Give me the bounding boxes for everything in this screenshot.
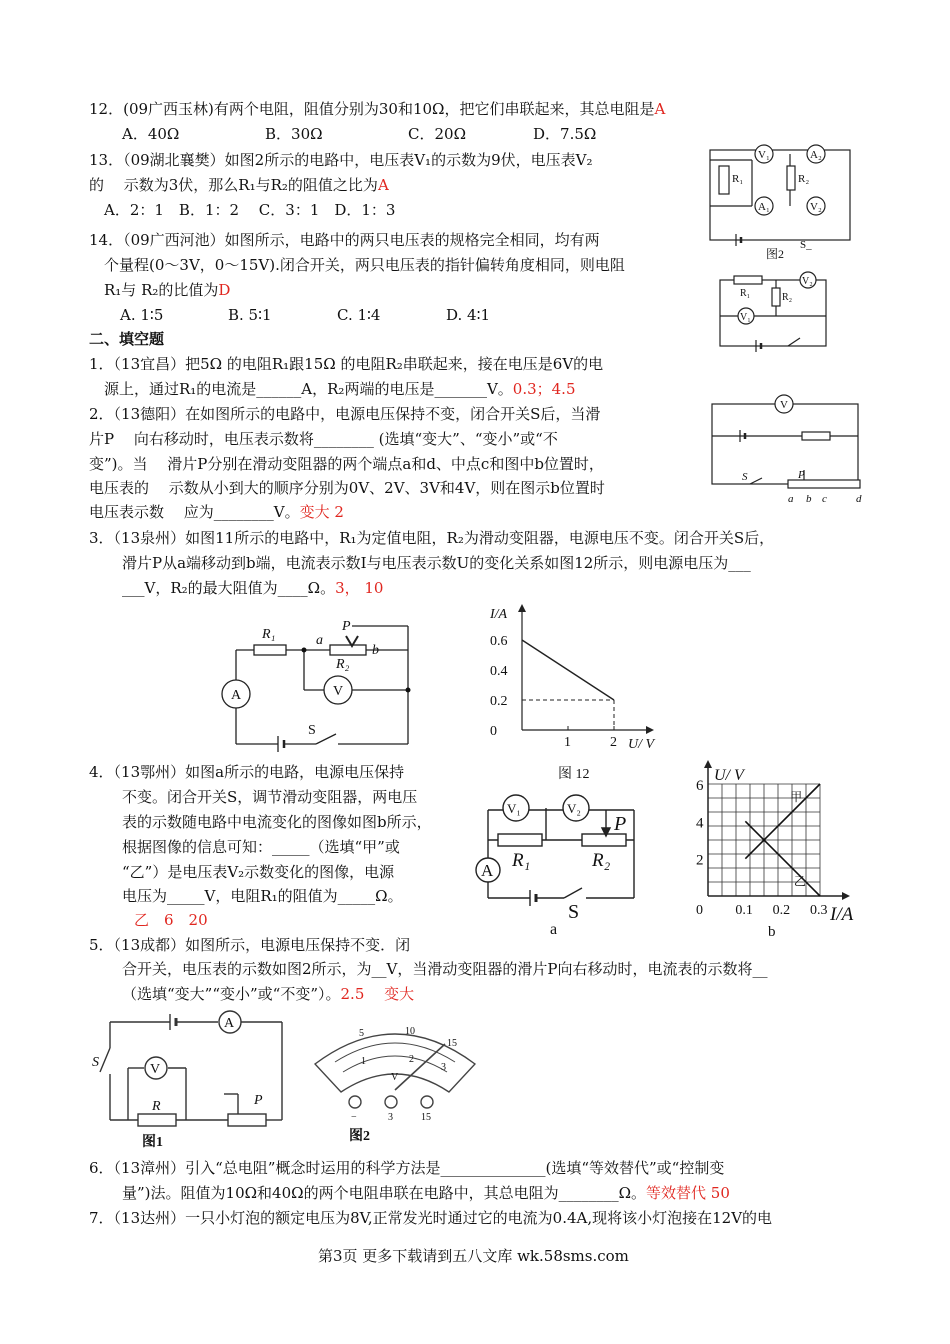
- q13-line2: 的 示数为3伏，那么R₁与R₂的阻值之比为A: [89, 176, 389, 194]
- fig-a-v1-label: V₁: [507, 801, 521, 816]
- fig-b-xtick: 0: [696, 903, 703, 918]
- f5-dial-bottom-2: 2: [409, 1054, 414, 1065]
- fig11-p-label: P: [342, 619, 351, 634]
- fig-b-y-arrow: [704, 760, 712, 768]
- fig11-junction-a: [302, 648, 307, 653]
- fig12-caption: 图 12: [558, 767, 590, 782]
- f5-voltmeter-figure: [305, 1010, 485, 1148]
- q14-option-d: D. 4∶1: [446, 306, 491, 324]
- f5-r-label: R: [152, 1099, 161, 1114]
- f2-s-label: S: [742, 471, 748, 483]
- f4-line4: 根据图像的信息可知：_____（选填“甲”或: [122, 838, 400, 856]
- f2-v-label: V: [780, 399, 788, 411]
- f3-line2: 滑片P从a端移动到b端，电流表示数I与电压表示数U的变化关系如图12所示，则电源电压为___: [122, 554, 751, 572]
- q14-option-b: B. 5∶1: [228, 306, 272, 324]
- q13-circuit-figure: [706, 146, 856, 264]
- f4-line2: 不变。闭合开关S，调节滑动变阻器，两电压: [122, 788, 418, 806]
- fig2-caption: 图2: [766, 247, 785, 261]
- f4-answer: 乙 6 20: [134, 911, 208, 929]
- f5-terminal-neg: −: [351, 1112, 357, 1123]
- fig12-y-arrow: [518, 604, 526, 612]
- fig-a-s-label: S: [568, 901, 580, 923]
- q12-option-c: C．20Ω: [408, 125, 467, 143]
- f2-line2: 片P 向右移动时，电压表示数将________ (选填“变大”、“变小”或“不: [89, 430, 558, 448]
- f2-line1: 2．（13德阳）在如图所示的电路中，电源电压保持不变，闭合开关S后，当滑: [89, 405, 601, 423]
- q14-answer: D: [218, 281, 231, 299]
- fig-a-v2-label: V₂: [567, 801, 581, 816]
- fig-a-ammeter-label: A: [481, 861, 494, 880]
- fig-b-ytick: 6: [696, 778, 704, 794]
- fig-a-caption: a: [550, 921, 558, 938]
- f4-line1: 4．（13鄂州）如图a所示的电路，电源电压保持: [89, 763, 405, 781]
- q14-line2: 个量程(0～3V，0～15V).闭合开关，两只电压表的指针偏转角度相同，则电阻: [104, 256, 625, 274]
- f5-circuit-figure: [90, 1012, 290, 1152]
- f1-answer: 0.3；4.5: [512, 380, 576, 398]
- fig2-r2-label: R₂: [798, 173, 810, 185]
- fig11-voltmeter-label: V: [333, 684, 344, 699]
- fig2-r1-label: R₁: [732, 173, 744, 185]
- fig12-ytick: 0.4: [490, 664, 508, 679]
- f4-line3: 表的示数随电路中电流变化的图像如图b所示，: [122, 813, 432, 831]
- fig-b-ylabel: U/ V: [714, 767, 744, 784]
- fig12-chart: [486, 600, 676, 785]
- f5-ammeter-label: A: [224, 1016, 235, 1031]
- fig11-r1-label: R₁: [262, 627, 276, 642]
- q13-answer: A: [377, 176, 389, 194]
- f3-line3: ___V，R₂的最大阻值为____Ω。3， 10: [122, 579, 384, 597]
- f2-b-label: b: [806, 493, 812, 505]
- f6-line2: 量”)法。阻值为10Ω和40Ω的两个电阻串联在电路中，其总电阻为________Ω。等效替代 50: [122, 1184, 730, 1202]
- q14-line3: R₁与 R₂的比值为D: [104, 281, 231, 299]
- f5-line3: （选填“变大”“变小”或“不变”）。2.5 变大: [122, 985, 415, 1003]
- f5-p-label: P: [254, 1093, 263, 1108]
- fig-b-xtick: 0.3: [810, 903, 828, 918]
- fig2-switch-label: S_: [800, 239, 812, 251]
- fig12-xtick: 2: [610, 735, 617, 750]
- fig12-ytick: 0.6: [490, 634, 508, 649]
- f2-a-label: a: [788, 493, 794, 505]
- fig-b-ytick: 4: [696, 815, 704, 832]
- fig11-s-label: S: [308, 723, 316, 738]
- section-title: 二、填空题: [89, 330, 165, 348]
- f2-line5: 电压表示数 应为________V。变大 2: [89, 503, 344, 521]
- f3-answer: 3， 10: [335, 579, 384, 597]
- fig11-junction-b: [406, 688, 411, 693]
- f5-dial-top-15: 15: [447, 1038, 457, 1049]
- q14-r1-label: R₁: [740, 288, 751, 299]
- q12-option-b: B．30Ω: [265, 125, 323, 143]
- f5-line2: 合开关，电压表的示数如图2所示，为__V，当滑动变阻器的滑片P向右移动时，电流表的示数将__: [122, 960, 768, 978]
- fig12-xtick: 1: [564, 735, 571, 750]
- f5-fig1-caption: 图1: [142, 1135, 163, 1150]
- f5-dial-unit: V: [391, 1072, 399, 1083]
- f5-dial-bottom-1: 1: [361, 1056, 366, 1067]
- fig11-a-label: a: [316, 633, 323, 648]
- q12-stem: 12．(09广西玉林)有两个电阻，阻值分别为30和10Ω，把它们串联起来，其总电阻是A: [89, 100, 666, 118]
- f5-voltmeter-label: V: [150, 1062, 161, 1077]
- q14-v2-label: V₂: [802, 276, 813, 287]
- fig11-ammeter-label: A: [231, 688, 242, 703]
- f6-answer: 等效替代 50: [646, 1184, 730, 1202]
- f6-line1: 6．（13漳州）引入“总电阻”概念时运用的科学方法是______________(选填“等效替代”或“控制变: [89, 1159, 725, 1177]
- q12-option-d: D．7.5Ω: [533, 125, 597, 143]
- q14-r2-label: R₂: [782, 292, 793, 303]
- f5-switch-label: S: [92, 1055, 99, 1070]
- f5-dial-top-5: 5: [359, 1028, 364, 1039]
- fig-b-jia-label: 甲: [790, 789, 803, 804]
- fig-b-yi-label: 乙: [793, 874, 806, 889]
- f2-d-label: d: [856, 493, 862, 505]
- fig-a-r1-label: R₁: [512, 850, 531, 871]
- f5-dial-bottom-3: 3: [441, 1062, 446, 1073]
- f4-line5: “乙”）是电压表V₂示数变化的图像，电源: [122, 863, 395, 881]
- q13-options: A．2：1 B．1：2 C．3：1 D．1：3: [104, 201, 396, 219]
- fig12-x-arrow: [646, 726, 654, 734]
- f2-line3: 变”)。当 滑片P分别在滑动变阻器的两个端点a和d、中点c和图中b位置时，: [89, 455, 604, 473]
- fig-b-x-arrow: [842, 892, 850, 900]
- fig12-ylabel: I/A: [490, 607, 508, 622]
- f5-line1: 5．（13成都）如图所示，电源电压保持不变．闭: [89, 936, 411, 954]
- f2-circuit-figure: [710, 398, 866, 506]
- fig-a-r2-label: R₂: [592, 850, 611, 871]
- fig12-xlabel: U/ V: [628, 737, 655, 752]
- fig-b-series-yi: [745, 821, 820, 896]
- fig11-b-label: b: [372, 643, 379, 658]
- q13-line1: 13．（09湖北襄樊）如图2所示的电路中，电压表V₁的示数为9伏，电压表V₂: [89, 151, 593, 169]
- fig2-a1-label: A₁: [758, 201, 770, 213]
- fig-a-circuit: [470, 790, 640, 938]
- fig12-ytick: 0: [490, 724, 497, 739]
- fig2-v1-label: V₁: [758, 149, 770, 161]
- f1-line2: 源上，通过R₁的电流是______A，R₂两端的电压是_______V。0.3；4.5: [104, 380, 576, 398]
- q14-line1: 14．（09广西河池）如图所示，电路中的两只电压表的规格完全相同，均有两: [89, 231, 600, 249]
- fig12-data-line: [522, 640, 614, 700]
- fig12-ytick: 0.2: [490, 694, 508, 709]
- fig-b-series-jia: [745, 784, 820, 859]
- fig-b-chart: [694, 762, 864, 942]
- page-footer: 第3页 更多下载请到五八文库 wk.58sms.com: [318, 1247, 629, 1265]
- f5-terminal-3: 3: [388, 1112, 393, 1123]
- fig-b-caption: b: [768, 924, 776, 940]
- fig-b-xtick: 0.2: [772, 903, 791, 918]
- q12-answer: A: [654, 100, 666, 118]
- f1-line1: 1．（13宜昌）把5Ω 的电阻R₁跟15Ω 的电阻R₂串联起来，接在电压是6V的电: [89, 355, 604, 373]
- q14-circuit-figure: [716, 270, 834, 356]
- f4-line6: 电压为_____V，电阻R₁的阻值为_____Ω。: [122, 887, 403, 905]
- f2-c-label: c: [822, 493, 827, 505]
- f5-answer: 2.5 变大: [340, 985, 415, 1003]
- fig-a-p-label: P: [614, 813, 627, 835]
- f5-fig2-caption: 图2: [349, 1129, 370, 1144]
- fig11-circuit: [218, 618, 412, 750]
- fig2-a2-label: A₂: [810, 149, 822, 161]
- f7-line1: 7．（13达州）一只小灯泡的额定电压为8V,正常发光时通过它的电流为0.4A,现将该小灯泡接在12V的电: [89, 1209, 773, 1227]
- f2-answer: 变大 2: [299, 503, 344, 521]
- fig2-v2-label: V₂: [810, 201, 822, 213]
- f5-terminal-15: 15: [421, 1112, 431, 1123]
- q12-option-a: A．40Ω: [122, 125, 180, 143]
- q14-option-a: A. 1∶5: [120, 306, 164, 324]
- fig-b-ytick: 2: [696, 852, 704, 869]
- q14-v1-label: V₁: [740, 312, 751, 323]
- fig11-r2-label: R₂: [336, 657, 350, 672]
- fig-b-xtick: 0.1: [735, 903, 753, 918]
- q14-option-c: C. 1∶4: [337, 306, 381, 324]
- fig-b-xlabel: I/A: [830, 904, 854, 925]
- f3-line1: 3．（13泉州）如图11所示的电路中，R₁为定值电阻，R₂为滑动变阻器，电源电压不变。闭合开关S后，: [89, 529, 775, 547]
- f2-p-label: P: [798, 469, 805, 481]
- f2-line4: 电压表的 示数从小到大的顺序分别为0V、2V、3V和4V，则在图示b位置时: [89, 479, 605, 497]
- f5-dial-top-10: 10: [405, 1026, 415, 1037]
